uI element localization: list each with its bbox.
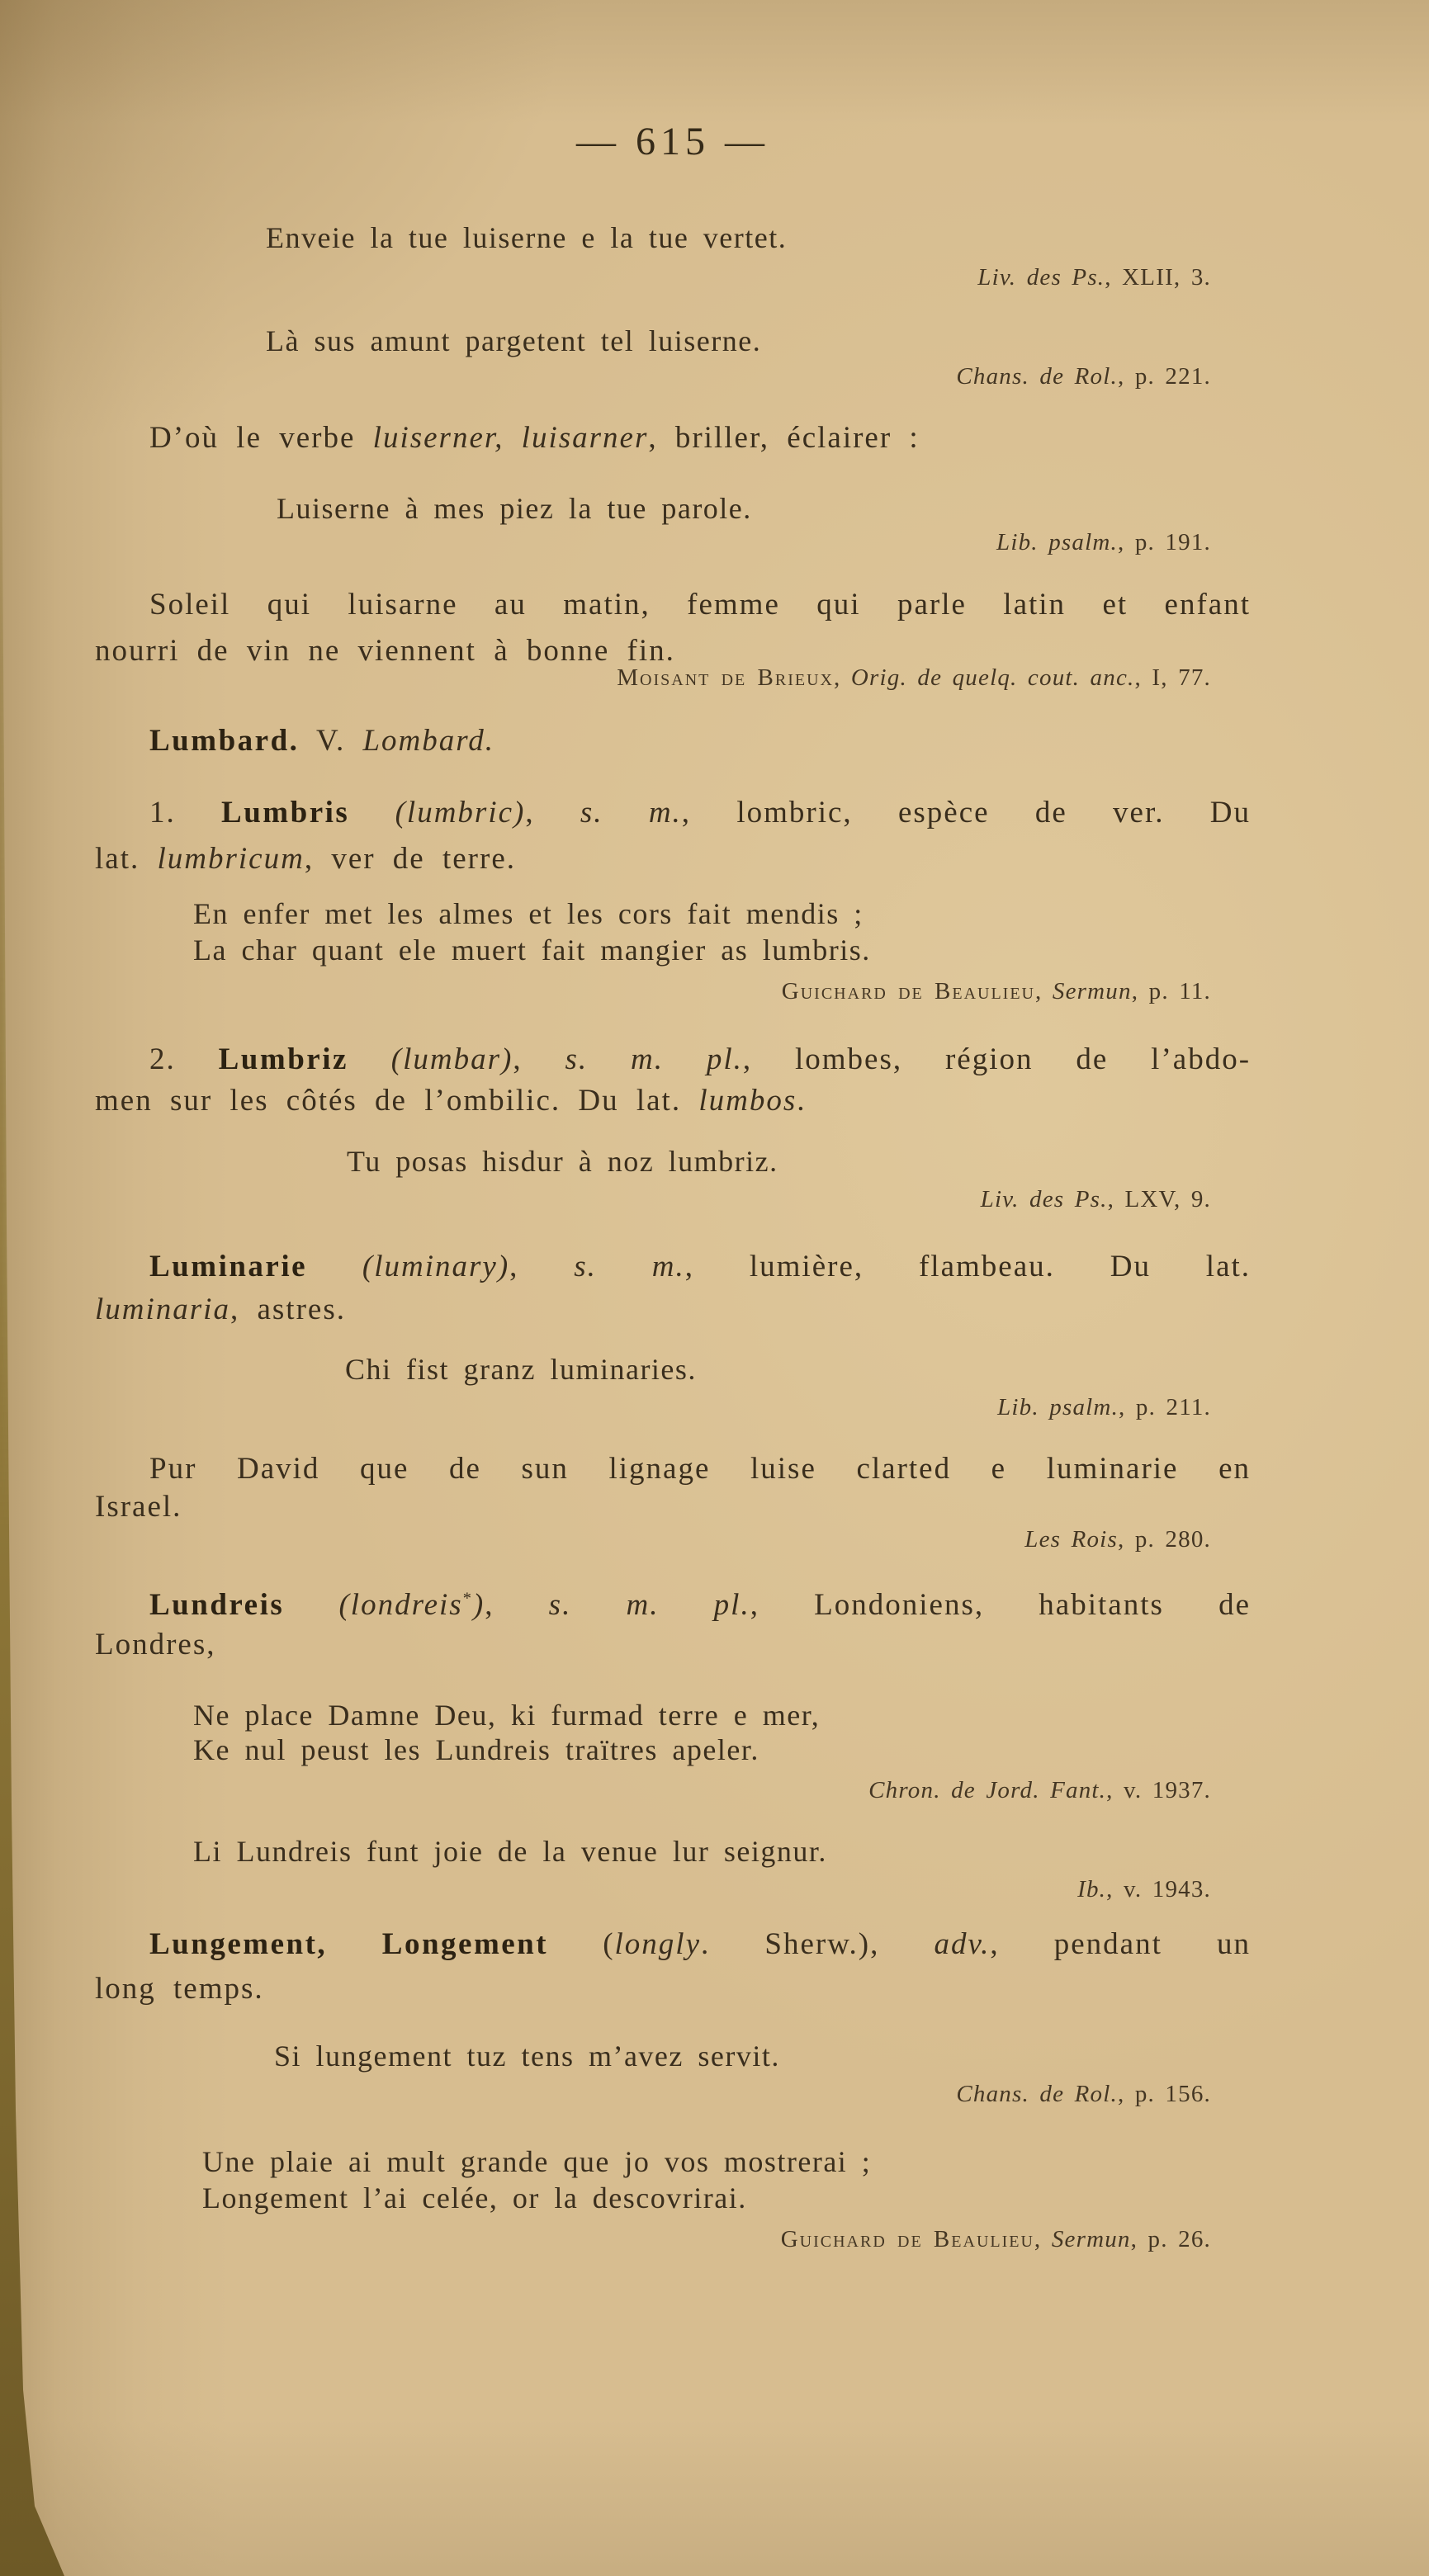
headword-variant: (lumbar) bbox=[348, 1042, 513, 1076]
citation-title: Ib. bbox=[1077, 1876, 1107, 1902]
citation-separator: , bbox=[1034, 2226, 1052, 2252]
paragraph-line: Israel. bbox=[95, 1490, 182, 1524]
headword: Lundreis bbox=[149, 1588, 285, 1622]
entry-line: long temps. bbox=[95, 1972, 264, 2006]
citation-locator: , p. 280. bbox=[1117, 1526, 1211, 1553]
citation-title: Sermun bbox=[1051, 2226, 1131, 2252]
cross-reference-target: Lombard. bbox=[362, 724, 495, 758]
citation-locator: , v. 1937. bbox=[1106, 1777, 1211, 1803]
citation-locator: , p. 11. bbox=[1131, 978, 1211, 1004]
verse-line: En enfer met les almes et les cors fait mendis ; bbox=[193, 897, 864, 930]
citation-title: Chans. de Rol. bbox=[956, 2081, 1118, 2107]
citation-title: Liv. des Ps. bbox=[977, 264, 1105, 291]
binding-shadow-edge bbox=[0, 248, 74, 2576]
etymon-italic: luminaria bbox=[95, 1293, 230, 1326]
dictionary-entry-lumbris bbox=[95, 790, 1251, 882]
definition-text: , lombes, région de l’abdo- bbox=[742, 1042, 1252, 1076]
citation-title: Lib. psalm. bbox=[996, 529, 1118, 555]
verse-quote: Li Lundreis funt joie de la venue lur seignur. bbox=[193, 1835, 827, 1868]
headword-variant: (lumbric) bbox=[349, 796, 526, 830]
verse-quote: Là sus amunt pargetent tel luiserne. bbox=[266, 324, 762, 357]
verse-quote: Enveie la tue luiserne e la tue vertet. bbox=[266, 221, 788, 254]
citation bbox=[95, 1525, 1251, 1553]
dictionary-entry-lumbriz bbox=[95, 1039, 1251, 1122]
citation-title: Chron. de Jord. Fant. bbox=[868, 1777, 1107, 1803]
citation bbox=[95, 2225, 1251, 2253]
definition-text: men sur les côtés de l’ombilic. Du lat. bbox=[95, 1084, 699, 1118]
paragraph-line: Soleil qui luisarne au matin, femme qui parle latin et enfant bbox=[149, 588, 1251, 622]
etymon-italic: lumbricum bbox=[157, 842, 305, 876]
dictionary-entry-lungement bbox=[95, 1922, 1251, 2011]
citation-locator: , p. 211. bbox=[1119, 1394, 1211, 1420]
entry-line bbox=[95, 1922, 1251, 1967]
definition-text: , astres. bbox=[229, 1293, 346, 1326]
headword-variant: (luminary) bbox=[307, 1250, 510, 1283]
headword: Luminarie bbox=[149, 1250, 308, 1283]
separator: , bbox=[509, 1250, 575, 1283]
citation-separator: , bbox=[1035, 978, 1053, 1004]
paragraph-line: nourri de vin ne viennent à bonne fin. bbox=[95, 634, 675, 668]
headword-variant: (londreis bbox=[284, 1588, 463, 1622]
entry-number: 1. bbox=[149, 796, 222, 830]
grammar-label: s. m. bbox=[580, 796, 682, 830]
verse-quote bbox=[95, 896, 1349, 968]
entry-line bbox=[95, 1080, 1251, 1122]
citation bbox=[95, 1776, 1251, 1804]
verse-quote: Tu posas hisdur à noz lumbriz. bbox=[347, 1145, 778, 1178]
paragraph-line: Pur David que de sun lignage luise clarted e luminarie en bbox=[149, 1452, 1251, 1486]
citation bbox=[95, 977, 1251, 1005]
headword: Lungement, Longement bbox=[149, 1927, 549, 1961]
entry-line bbox=[95, 1039, 1251, 1080]
entry-line bbox=[95, 1586, 1251, 1625]
dictionary-entry-luminarie bbox=[95, 1245, 1251, 1331]
citation-title: Lib. psalm. bbox=[997, 1394, 1119, 1420]
verse-quote bbox=[95, 1698, 1349, 1767]
headword: Lumbard. bbox=[149, 724, 300, 758]
headword-variant: longly bbox=[614, 1927, 702, 1961]
grammar-label: s. m. pl. bbox=[565, 1042, 743, 1076]
paragraph-text: D’où le verbe bbox=[149, 421, 373, 455]
grammar-label: s. m. pl. bbox=[548, 1588, 750, 1622]
definition-text: , Londoniens, habitants de bbox=[750, 1588, 1252, 1622]
headword: Lumbris bbox=[221, 796, 350, 830]
citation-author: Moisant de Brieux bbox=[617, 664, 834, 691]
entry-number: 2. bbox=[149, 1042, 219, 1076]
citation-locator: , XLII, 3. bbox=[1105, 264, 1211, 291]
separator: , bbox=[525, 796, 580, 830]
verse-quote: Si lungement tuz tens m’avez servit. bbox=[274, 2040, 780, 2073]
entry-line bbox=[95, 790, 1251, 836]
citation bbox=[95, 1875, 1251, 1903]
definition-text: , ver de terre. bbox=[304, 842, 516, 876]
dictionary-entry-lumbard bbox=[95, 718, 1305, 764]
citation-locator: , p. 221. bbox=[1117, 363, 1211, 390]
etymon-italic: lumbos bbox=[698, 1084, 797, 1118]
headword-variant: ) bbox=[472, 1588, 485, 1622]
verse-line: Une plaie ai mult grande que jo vos mostrerai ; bbox=[202, 2145, 872, 2178]
citation bbox=[95, 664, 1251, 692]
paragraph-text: , briller, éclairer : bbox=[648, 421, 920, 455]
citation-locator: , p. 156. bbox=[1117, 2081, 1211, 2107]
paragraph bbox=[95, 415, 1305, 461]
citation bbox=[95, 362, 1251, 390]
paragraph bbox=[95, 1450, 1251, 1526]
separator: , bbox=[485, 1588, 549, 1622]
citation-title: Les Rois bbox=[1024, 1526, 1118, 1553]
definition-text: , pendant un bbox=[990, 1927, 1251, 1961]
paragraph bbox=[95, 582, 1251, 674]
citation bbox=[95, 1185, 1251, 1213]
citation-author: Guichard de Beaulieu bbox=[780, 2226, 1034, 2252]
separator: ( bbox=[548, 1927, 615, 1961]
citation bbox=[95, 528, 1251, 556]
citation-title: Orig. de quelq. cout. anc. bbox=[850, 664, 1135, 691]
definition-text: , lombric, espèce de ver. Du bbox=[681, 796, 1251, 830]
verse-quote: Luiserne à mes piez la tue parole. bbox=[277, 492, 752, 525]
citation-locator: , I, 77. bbox=[1134, 664, 1211, 691]
page-number: — 615 — bbox=[576, 120, 769, 163]
term-italic: luiserner, luisarner bbox=[372, 421, 649, 455]
definition-text: , lumière, flambeau. Du lat. bbox=[684, 1250, 1252, 1283]
grammar-label: s. m. bbox=[574, 1250, 685, 1283]
citation bbox=[95, 2080, 1251, 2108]
entry-line bbox=[95, 1245, 1251, 1288]
citation-title: Liv. des Ps. bbox=[980, 1186, 1108, 1212]
citation-author: Guichard de Beaulieu bbox=[781, 978, 1035, 1004]
entry-line: Londres, bbox=[95, 1628, 216, 1661]
entry-line bbox=[95, 1288, 1251, 1331]
citation-locator: , p. 26. bbox=[1130, 2226, 1211, 2252]
dictionary-entry-lundreis bbox=[95, 1586, 1251, 1665]
verse-line: Ne place Damne Deu, ki furmad terre e mer, bbox=[193, 1699, 821, 1732]
separator: , bbox=[513, 1042, 565, 1076]
citation bbox=[95, 1393, 1251, 1421]
definition-text: . bbox=[797, 1084, 807, 1118]
citation-locator: , v. 1943. bbox=[1106, 1876, 1211, 1902]
asterisk-note-marker: * bbox=[462, 1589, 473, 1608]
grammar-label: adv. bbox=[934, 1927, 991, 1961]
source-abbreviation: . Sherw.), bbox=[701, 1927, 935, 1961]
verse-line: Longement l’ai celée, or la descovrirai. bbox=[202, 2181, 747, 2214]
citation-separator: , bbox=[833, 664, 851, 691]
cross-reference-label: V. bbox=[299, 724, 363, 758]
verse-quote bbox=[95, 2144, 1358, 2216]
verse-line: La char quant ele muert fait mangier as lumbris. bbox=[193, 934, 871, 967]
entry-line bbox=[95, 836, 1251, 882]
headword: Lumbriz bbox=[218, 1042, 348, 1076]
verse-quote: Chi fist granz luminaries. bbox=[345, 1353, 697, 1386]
citation-locator: , LXV, 9. bbox=[1107, 1186, 1211, 1212]
citation-locator: , p. 191. bbox=[1117, 529, 1211, 555]
verse-line: Ke nul peust les Lundreis traïtres apeler. bbox=[193, 1733, 759, 1766]
definition-text: lat. bbox=[95, 842, 158, 876]
citation-title: Chans. de Rol. bbox=[956, 363, 1118, 390]
citation-title: Sermun bbox=[1052, 978, 1132, 1004]
citation bbox=[95, 263, 1251, 291]
